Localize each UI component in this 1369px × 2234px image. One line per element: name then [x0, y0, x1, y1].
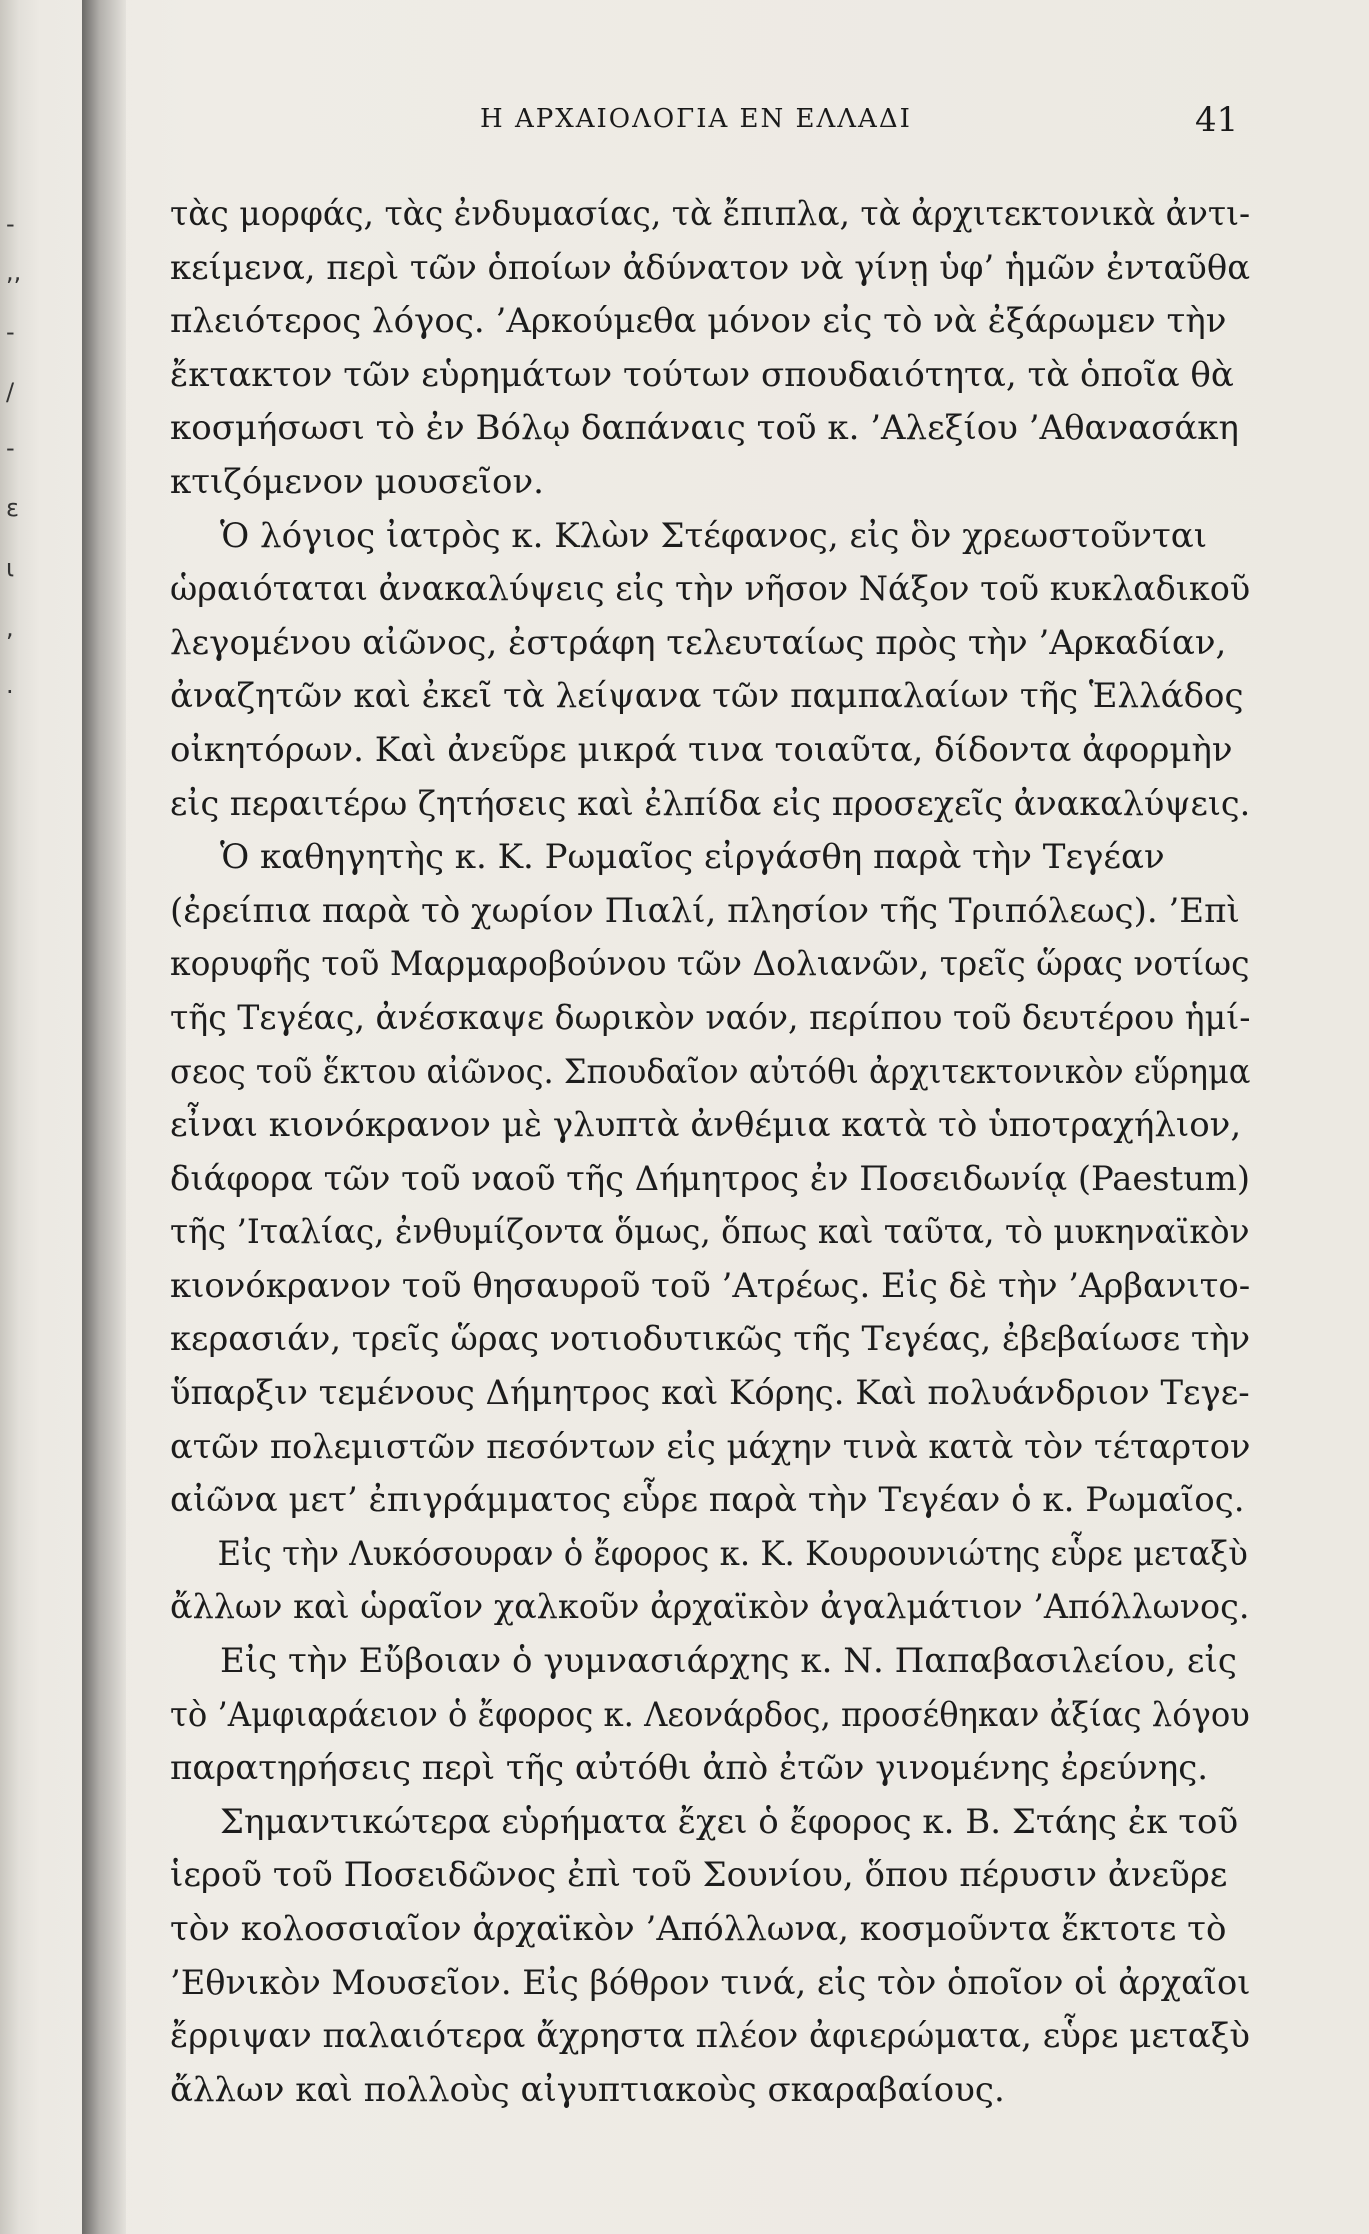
- text-line: διάφορα τῶν τοῦ ναοῦ τῆς Δήμητρος ἐν Ποσειδωνίᾳ (Paestum): [170, 1158, 1251, 1199]
- text-line: Εἰς τὴν Εὔβοιαν ὁ γυμνασιάρχης κ. Ν. Παπαβασιλείου, εἰς: [220, 1641, 1237, 1682]
- page-number: 41: [1195, 100, 1239, 140]
- text-line: ἄλλων καὶ ὡραῖον χαλκοῦν ἀρχαϊκὸν ἀγαλμάτιον ’Απόλλωνος.: [170, 1587, 1250, 1628]
- text-line: ἔκτακτον τῶν εὑρημάτων τούτων σπουδαιότητα, τὰ ὁποῖα θὰ: [170, 354, 1234, 395]
- text-line: τῆς ’Ιταλίας, ἐνθυμίζοντα ὅμως, ὅπως καὶ ταῦτα, τὸ μυκηναϊκὸν: [170, 1212, 1250, 1253]
- text-line: κτιζόμενον μουσεῖον.: [170, 461, 544, 502]
- text-line: κορυφῆς τοῦ Μαρμαροβούνου τῶν Δολιανῶν, τρεῖς ὥρας νοτίως: [170, 944, 1250, 985]
- text-line: ἱεροῦ τοῦ Ποσειδῶνος ἐπὶ τοῦ Σουνίου, ὅπου πέρυσιν ἀνεῦρε: [170, 1855, 1228, 1896]
- text-line: αἰῶνα μετ’ ἐπιγράμματος εὗρε παρὰ τὴν Τεγέαν ὁ κ. Ρωμαῖος.: [170, 1480, 1245, 1521]
- text-line: οἰκητόρων. Καὶ ἀνεῦρε μικρά τινα τοιαῦτα, δίδοντα ἀφορμὴν: [170, 729, 1233, 770]
- text-line: κοσμήσωσι τὸ ἐν Βόλῳ δαπάναις τοῦ κ. ’Αλεξίου ’Αθανασάκη: [170, 408, 1239, 449]
- text-line: Εἰς τὴν Λυκόσουραν ὁ ἔφορος κ. Κ. Κουρουνιώτης εὗρε μεταξὺ: [217, 1533, 1248, 1574]
- text-line: Ὁ καθηγητὴς κ. Κ. Ρωμαῖος εἰργάσθη παρὰ τὴν Τεγέαν: [220, 837, 1165, 878]
- text-line: εἰς περαιτέρω ζητήσεις καὶ ἐλπίδα εἰς προσεχεῖς ἀνακαλύψεις.: [170, 783, 1251, 824]
- text-line: ὕπαρξιν τεμένους Δήμητρος καὶ Κόρης. Καὶ πολυάνδριον Τεγε-: [170, 1373, 1250, 1414]
- text-line: ἔρριψαν παλαιότερα ἄχρηστα πλέον ἀφιερώματα, εὗρε μεταξὺ: [170, 2016, 1251, 2057]
- text-line: τὰς μορφάς, τὰς ἐνδυμασίας, τὰ ἔπιπλα, τὰ ἀρχιτεκτονικὰ ἀντι-: [170, 194, 1251, 234]
- text-line: τὸν κολοσσιαῖον ἀρχαϊκὸν ’Απόλλωνα, κοσμοῦντα ἔκτοτε τὸ: [170, 1909, 1227, 1949]
- text-line: παρατηρήσεις περὶ τῆς αὐτόθι ἀπὸ ἐτῶν γινομένης ἐρεύνης.: [170, 1748, 1209, 1789]
- text-line: ἀναζητῶν καὶ ἐκεῖ τὰ λείψανα τῶν παμπαλαίων τῆς Ἑλλάδος: [170, 676, 1244, 717]
- text-line: σεος τοῦ ἕκτου αἰῶνος. Σπουδαῖον αὐτόθι ἀρχιτεκτονικὸν εὕρημα: [170, 1051, 1251, 1092]
- text-line: (ἐρείπια παρὰ τὸ χωρίον Πιαλί, πλησίον τῆς Τριπόλεως). ’Επὶ: [170, 890, 1240, 931]
- text-line: Ὁ λόγιος ἰατρὸς κ. Κλὼν Στέφανος, εἰς ὃν χρεωστοῦνται: [220, 515, 1208, 556]
- text-line: κερασιάν, τρεῖς ὥρας νοτιοδυτικῶς τῆς Τεγέας, ἐβεβαίωσε τὴν: [170, 1319, 1251, 1360]
- running-header: Η ΑΡΧΑΙΟΛΟΓΙΑ ΕΝ ΕΛΛΑΔΙ: [480, 104, 912, 134]
- text-line: τῆς Τεγέας, ἀνέσκαψε δωρικὸν ναόν, περίπου τοῦ δευτέρου ἡμί-: [170, 997, 1251, 1038]
- text-line: πλειότερος λόγος. ’Αρκούμεθα μόνον εἰς τὸ νὰ ἐξάρωμεν τὴν: [170, 301, 1227, 342]
- text-line: ’Εθνικὸν Μουσεῖον. Εἰς βόθρον τινά, εἰς τὸν ὁποῖον οἱ ἀρχαῖοι: [170, 1962, 1251, 2003]
- text-line: Σημαντικώτερα εὑρήματα ἔχει ὁ ἔφορος κ. Β. Στάης ἐκ τοῦ: [220, 1801, 1239, 1842]
- text-line: ὡραιόταται ἀνακαλύψεις εἰς τὴν νῆσον Νάξον τοῦ κυκλαδικοῦ: [170, 569, 1251, 610]
- text-line: τὸ ’Αμφιαράειον ὁ ἔφορος κ. Λεονάρδος, προσέθηκαν ἀξίας λόγου: [170, 1694, 1250, 1735]
- text-line: κείμενα, περὶ τῶν ὁποίων ἀδύνατον νὰ γίνῃ ὑφ’ ἡμῶν ἐνταῦθα: [170, 247, 1251, 288]
- text-line: κιονόκρανον τοῦ θησαυροῦ τοῦ ’Ατρέως. Εἰς δὲ τὴν ’Αρβανιτο-: [170, 1265, 1251, 1306]
- text-line: λεγομένου αἰῶνος, ἐστράφη τελευταίως πρὸς τὴν ’Αρκαδίαν,: [170, 622, 1227, 663]
- text-line: ατῶν πολεμιστῶν πεσόντων εἰς μάχην τινὰ κατὰ τὸν τέταρτον: [170, 1426, 1251, 1467]
- text-line: ἄλλων καὶ πολλοὺς αἰγυπτιακοὺς σκαραβαίους.: [170, 2069, 1005, 2110]
- book-gutter-shadow: [82, 0, 126, 2234]
- body-text: [170, 188, 1250, 2117]
- text-line: εἶναι κιονόκρανον μὲ γλυπτὰ ἀνθέμια κατὰ τὸ ὑποτραχήλιον,: [170, 1105, 1242, 1146]
